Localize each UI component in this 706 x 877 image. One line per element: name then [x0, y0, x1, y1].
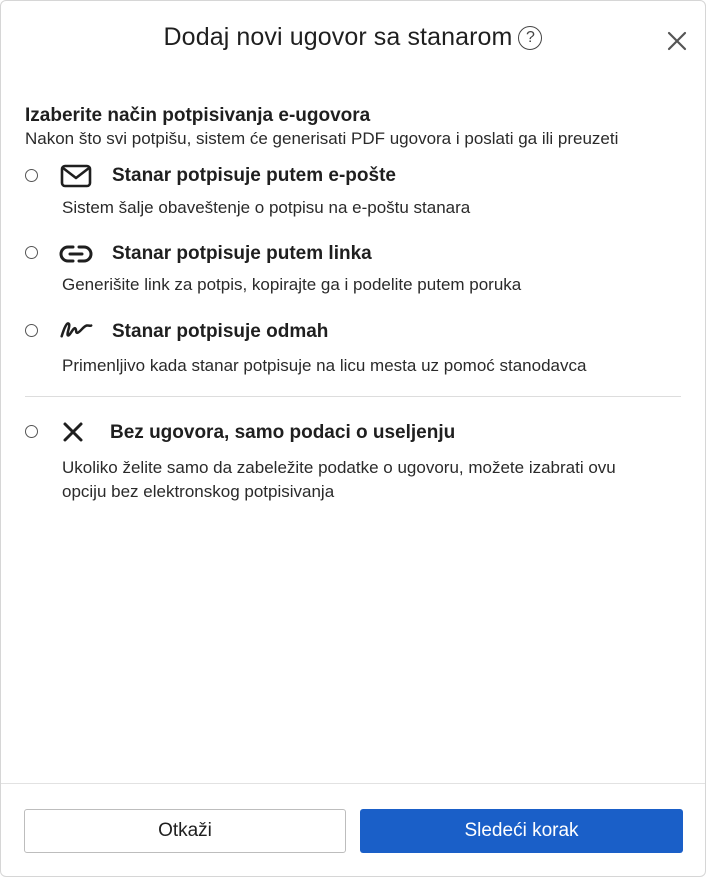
signature-icon — [59, 317, 93, 343]
next-step-button[interactable]: Sledeći korak — [360, 809, 683, 853]
radio-link[interactable] — [25, 246, 38, 259]
radio-no-contract[interactable] — [25, 425, 38, 438]
radio-email[interactable] — [25, 169, 38, 182]
title-row — [1, 23, 705, 52]
option-email-label: Stanar potpisuje putem e-pošte — [112, 165, 396, 186]
radio-sign-now[interactable] — [25, 324, 38, 337]
link-icon — [59, 241, 93, 267]
option-sign-now-description: Primenljivo kada stanar potpisuje na licu mesta uz pomoć stanodavca — [62, 356, 587, 375]
option-email-description: Sistem šalje obaveštenje o potpisu na e-poštu stanara — [62, 198, 471, 217]
envelope-icon — [59, 163, 93, 189]
option-no-contract-description: Ukoliko želite samo da zabeležite podatke o ugovoru, možete izabrati ovu opciju bez elektronskog potpisivanja — [62, 458, 616, 501]
dialog-header — [1, 1, 705, 79]
option-link-description: Generišite link za potpis, kopirajte ga i podelite putem poruka — [62, 275, 522, 294]
section-title: Izaberite način potpisivanja e-ugovora — [25, 105, 371, 126]
question-circle-icon[interactable]: ? — [518, 26, 542, 50]
dialog-title: Dodaj novi ugovor sa stanarom — [163, 23, 513, 51]
section-subtitle: Nakon što svi potpišu, sistem će generisati PDF ugovora i poslati ga ili preuzeti — [25, 129, 619, 148]
cancel-button[interactable]: Otkaži — [24, 809, 346, 853]
footer-divider — [1, 783, 705, 784]
option-sign-now-label: Stanar potpisuje odmah — [112, 321, 329, 342]
option-no-contract-label: Bez ugovora, samo podaci o useljenju — [110, 422, 456, 443]
close-icon[interactable] — [665, 29, 689, 53]
x-icon — [56, 419, 90, 445]
options-divider — [25, 396, 681, 397]
option-link-label: Stanar potpisuje putem linka — [112, 243, 372, 264]
